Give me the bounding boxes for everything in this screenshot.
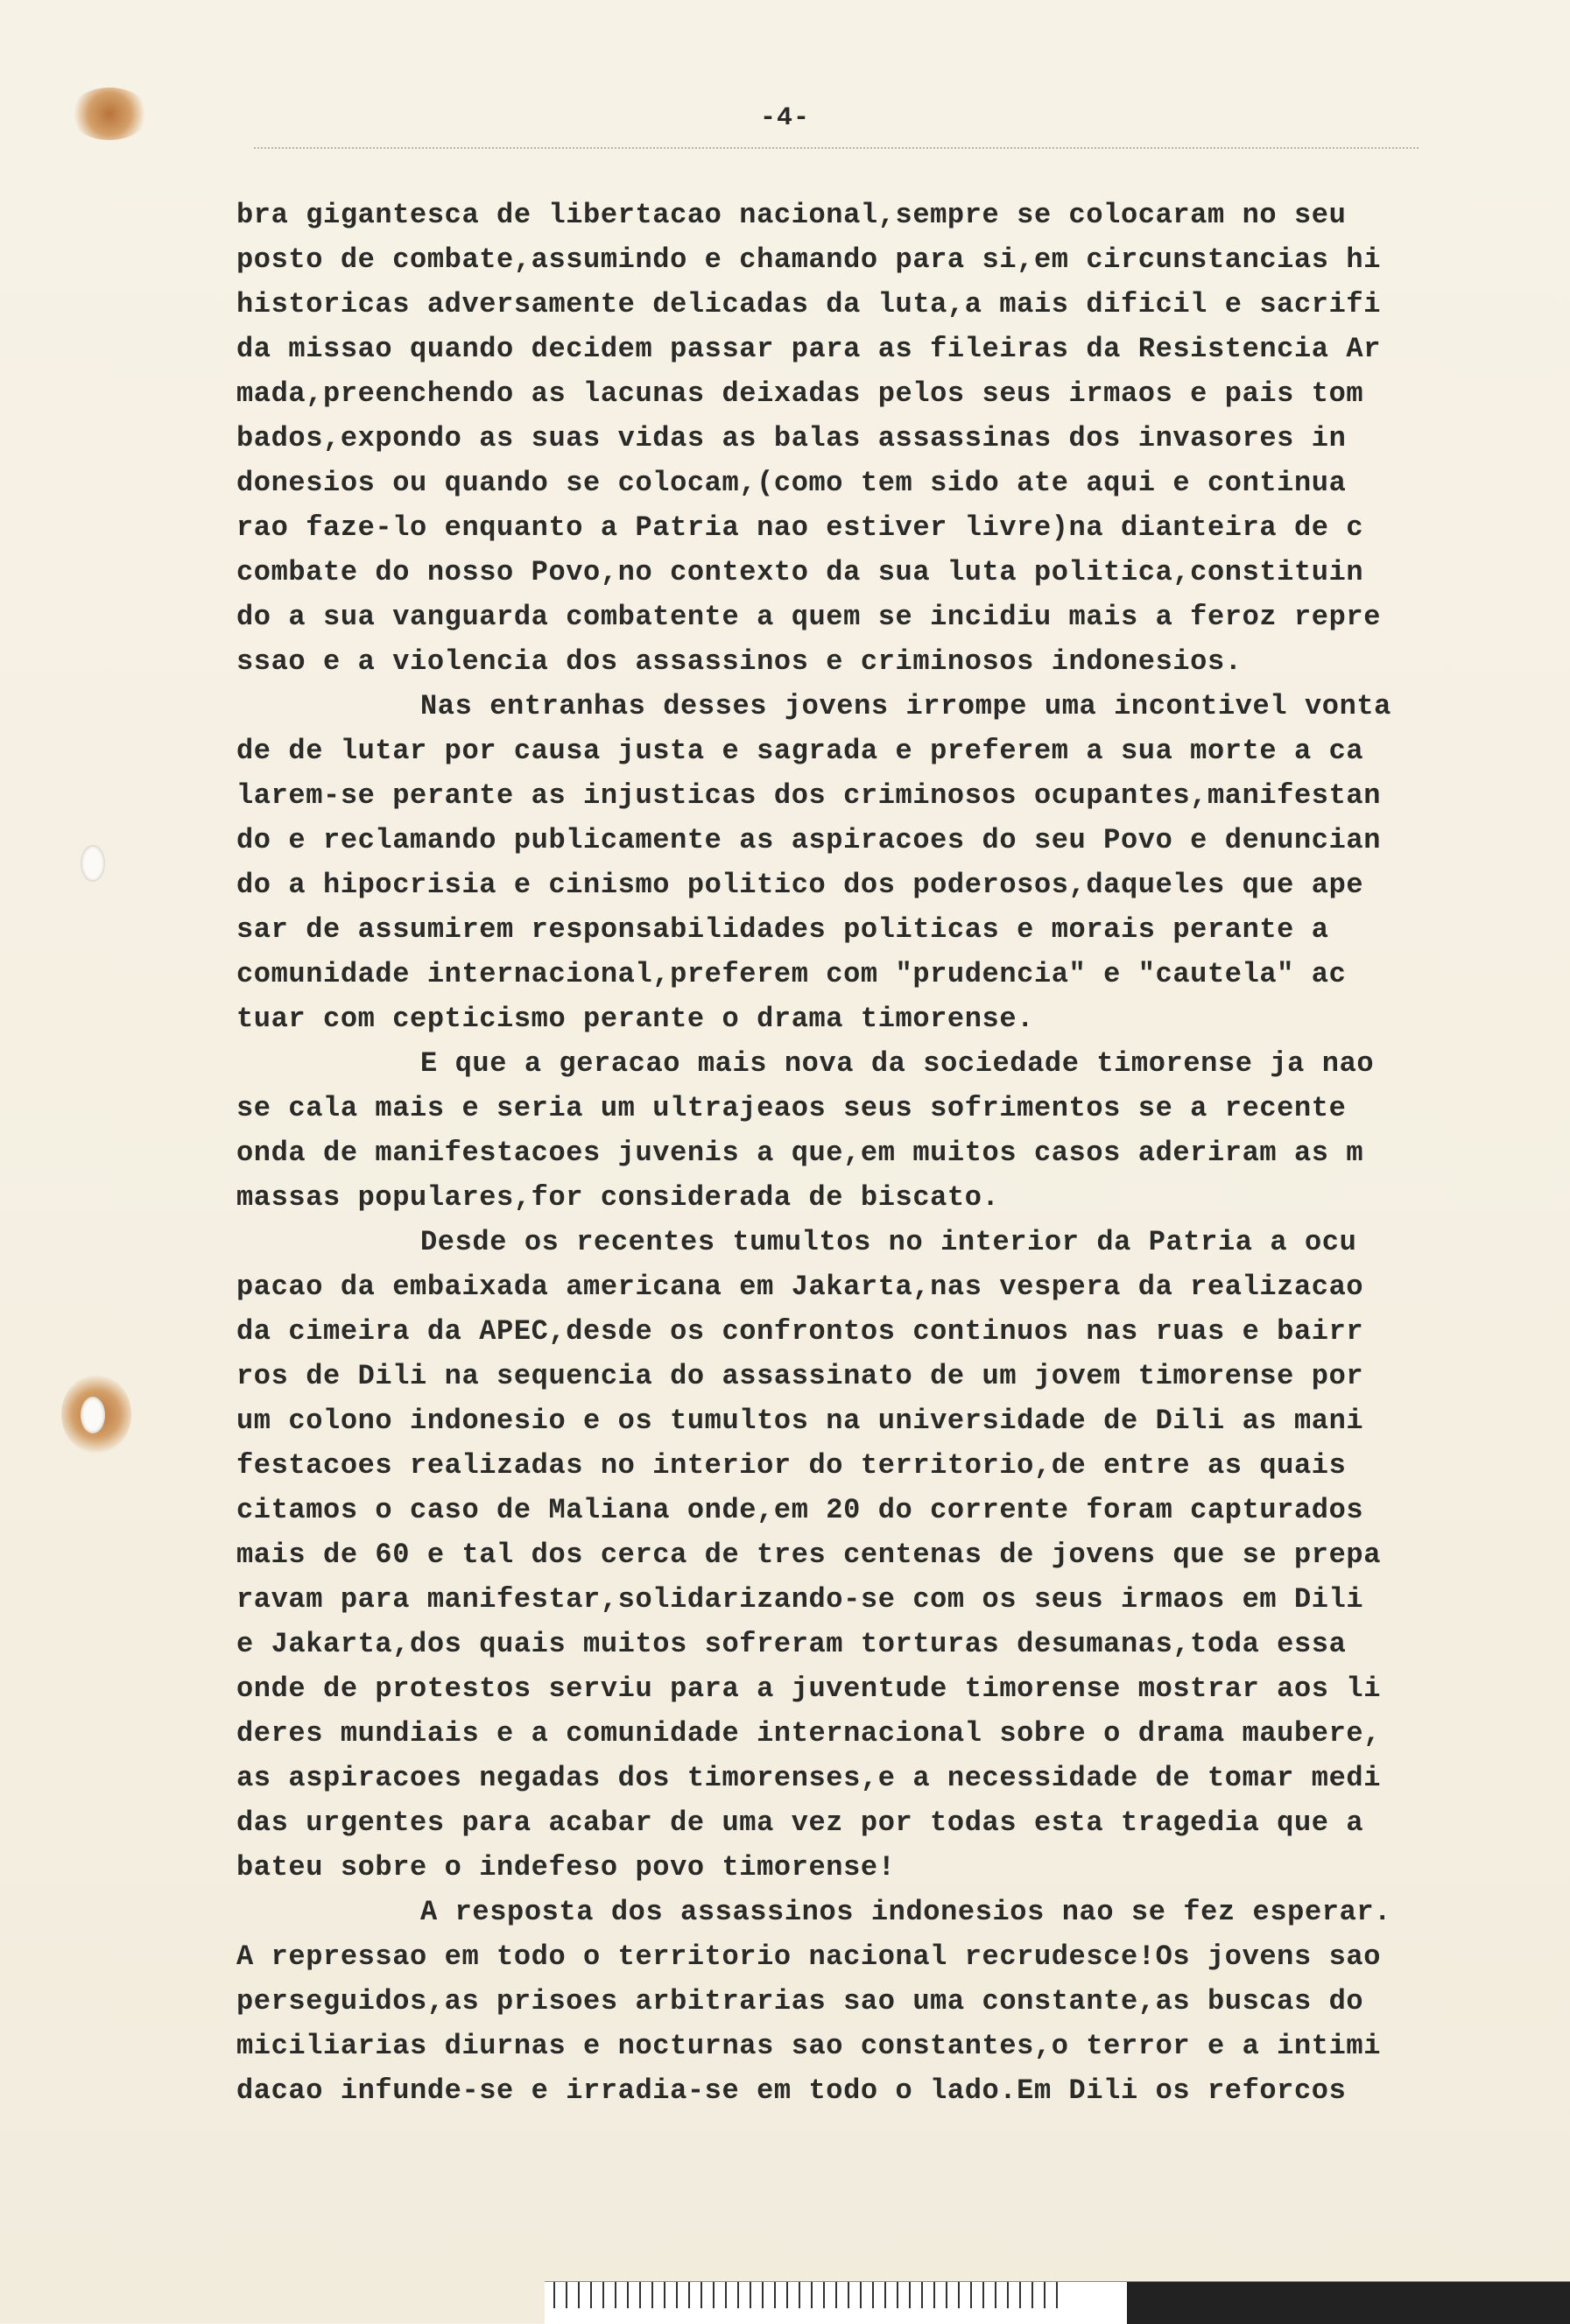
text-line: comunidade internacional,preferem com "prudencia" e "cautela" ac [236, 958, 1347, 990]
punch-hole [81, 1397, 105, 1433]
text-line: da cimeira da APEC,desde os confrontos continuos nas ruas e bairr [236, 1315, 1364, 1348]
text-line: se cala mais e seria um ultrajeaos seus sofrimentos se a recente [236, 1092, 1347, 1124]
text-line: ssao e a violencia dos assassinos e criminosos indonesios. [236, 645, 1243, 678]
text-line: perseguidos,as prisoes arbitrarias sao uma constante,as buscas do [236, 1985, 1364, 2018]
scale-dark-patch [1127, 2282, 1570, 2324]
text-line: bados,expondo as suas vidas as balas assassinas dos invasores in [236, 422, 1347, 454]
text-line: Desde os recentes tumultos no interior da Patria a ocu [420, 1226, 1357, 1258]
text-line: E que a geracao mais nova da sociedade timorense ja nao [420, 1047, 1375, 1080]
text-line: donesios ou quando se colocam,(como tem sido ate aqui e continua [236, 467, 1347, 499]
text-line: as aspiracoes negadas dos timorenses,e a necessidade de tomar medi [236, 1762, 1382, 1794]
text-line: um colono indonesio e os tumultos na universidade de Dili as mani [236, 1405, 1364, 1437]
text-line: Nas entranhas desses jovens irrompe uma incontivel vonta [420, 690, 1391, 722]
text-line: posto de combate,assumindo e chamando para si,em circunstancias hi [236, 243, 1382, 276]
text-line: da missao quando decidem passar para as fileiras da Resistencia Ar [236, 333, 1382, 365]
text-line: historicas adversamente delicadas da luta,a mais dificil e sacrifi [236, 288, 1382, 320]
typewritten-text [236, 193, 1445, 2113]
text-line: das urgentes para acabar de uma vez por todas esta tragedia que a [236, 1806, 1364, 1839]
text-line: do a hipocrisia e cinismo politico dos poderosos,daqueles que ape [236, 869, 1364, 901]
text-line: pacao da embaixada americana em Jakarta,nas vespera da realizacao [236, 1271, 1364, 1303]
text-line: onda de manifestacoes juvenis a que,em muitos casos aderiram as m [236, 1137, 1364, 1169]
text-line: de de lutar por causa justa e sagrada e preferem a sua morte a ca [236, 735, 1364, 767]
text-line: bra gigantesca de libertacao nacional,sempre se colocaram no seu [236, 199, 1347, 231]
text-line: do e reclamando publicamente as aspiracoes do seu Povo e denuncian [236, 824, 1382, 856]
text-line: bateu sobre o indefeso povo timorense! [236, 1851, 896, 1884]
text-line: dacao infunde-se e irradia-se em todo o lado.Em Dili os reforcos [236, 2074, 1347, 2107]
text-line: e Jakarta,dos quais muitos sofreram torturas desumanas,toda essa [236, 1628, 1347, 1660]
text-line: larem-se perante as injusticas dos criminosos ocupantes,manifestan [236, 779, 1382, 812]
text-line: A repressao em todo o territorio nacional recrudesce!Os jovens sao [236, 1940, 1382, 1973]
text-line: mais de 60 e tal dos cerca de tres centenas de jovens que se prepa [236, 1539, 1382, 1571]
punch-hole [81, 845, 105, 882]
page-number: -4- [759, 103, 810, 133]
text-line: combate do nosso Povo,no contexto da sua luta politica,constituin [236, 556, 1364, 588]
text-line: tuar com cepticismo perante o drama timorense. [236, 1003, 1034, 1035]
text-line: sar de assumirem responsabilidades politicas e morais perante a [236, 913, 1329, 946]
scan-scale-bar [545, 2281, 1570, 2324]
text-line: mada,preenchendo as lacunas deixadas pelos seus irmaos e pais tom [236, 377, 1364, 410]
header-rule [254, 147, 1419, 149]
text-line: massas populares,for considerada de biscato. [236, 1181, 1000, 1214]
text-line: do a sua vanguarda combatente a quem se incidiu mais a feroz repre [236, 601, 1382, 633]
text-line: ros de Dili na sequencia do assassinato de um jovem timorense por [236, 1360, 1364, 1392]
text-line: onde de protestos serviu para a juventude timorense mostrar aos li [236, 1673, 1382, 1705]
scale-ticks [553, 2282, 1061, 2308]
text-line: festacoes realizadas no interior do territorio,de entre as quais [236, 1449, 1347, 1482]
text-line: citamos o caso de Maliana onde,em 20 do corrente foram capturados [236, 1494, 1364, 1526]
text-line: rao faze-lo enquanto a Patria nao estiver livre)na dianteira de c [236, 511, 1364, 544]
text-line: deres mundiais e a comunidade internacional sobre o drama maubere, [236, 1717, 1382, 1750]
text-line: A resposta dos assassinos indonesios nao se fez esperar. [420, 1896, 1391, 1928]
text-line: miciliarias diurnas e nocturnas sao constantes,o terror e a intimi [236, 2030, 1382, 2062]
text-line: ravam para manifestar,solidarizando-se com os seus irmaos em Dili [236, 1583, 1364, 1616]
